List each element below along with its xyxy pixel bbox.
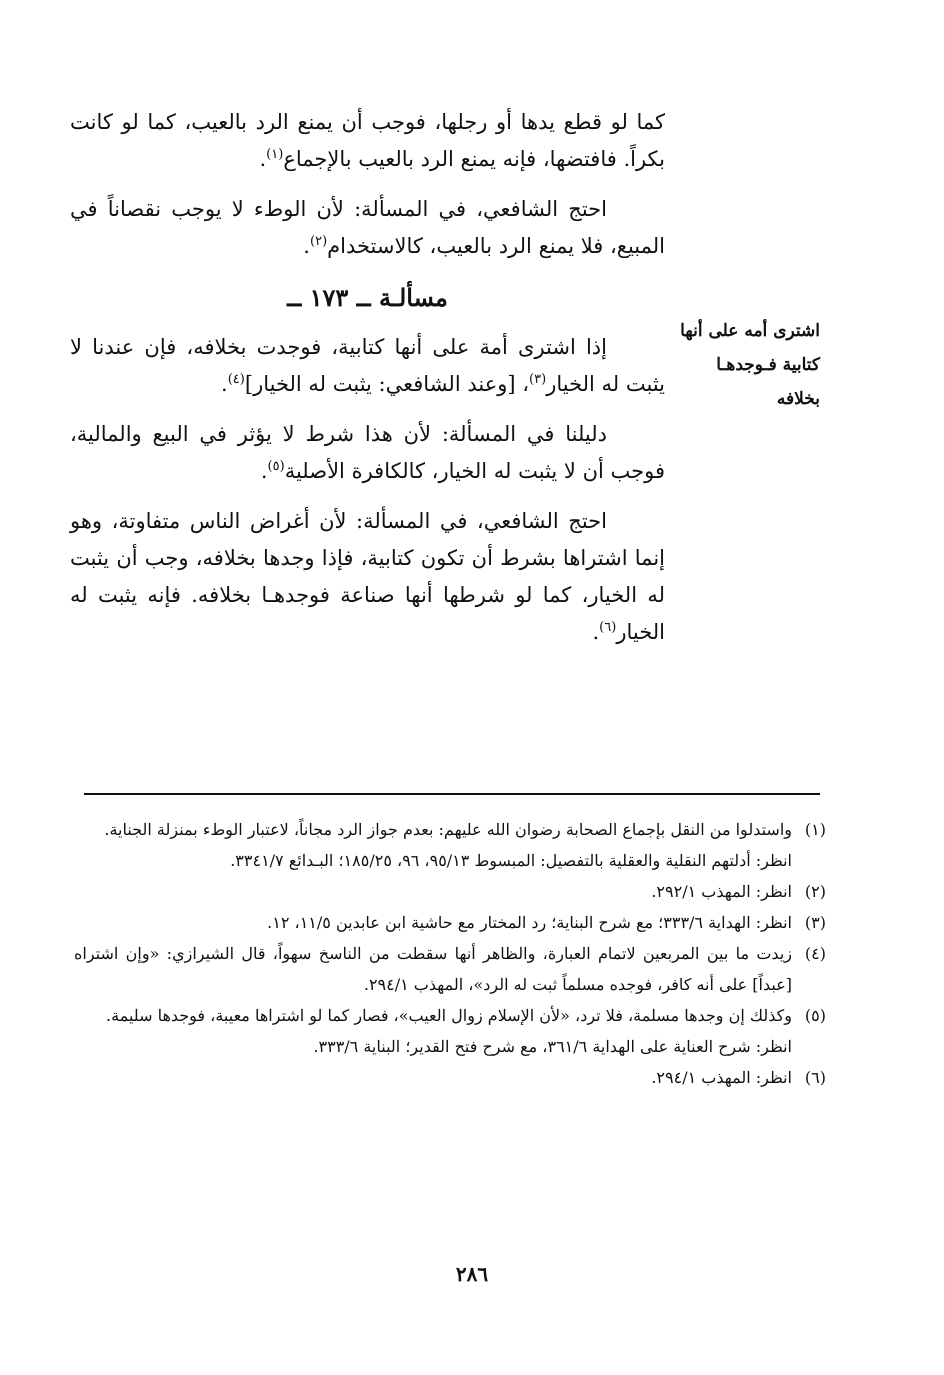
paragraph-2-end: . [303, 234, 310, 258]
footnote-ref-4[interactable]: (٤) [227, 372, 245, 387]
footnote-number: (١) [804, 820, 826, 839]
footnote-line: واستدلوا من النقل بإجماع الصحابة رضوان الله عليهم: بعدم جواز الرد مجاناً، لاعتبار الوطء بمنزلة الجناية. [104, 820, 792, 839]
footnote-text [74, 814, 792, 876]
issue-heading: مسألـة ــ ١٧٣ ــ [287, 283, 448, 312]
footnote-divider [84, 793, 820, 795]
paragraph-2-text: احتج الشافعي، في المسألة: لأن الوطء لا يوجب نقصاناً في المبيع، فلا يمنع الرد بالعيب، كالاستخدام [70, 197, 665, 258]
footnote-number: (٦) [804, 1068, 826, 1087]
paragraph-1 [70, 104, 665, 178]
margin-note-line-3: بخلافه [776, 389, 820, 409]
paragraph-1-text: كما لو قطع يدها أو رجلها، فوجب أن يمنع الرد بالعيب، كما لو كانت بكراً. فافتضها، فإنه يمنع الرد بالعيب بالإجماع [70, 110, 665, 171]
paragraph-3-text-b: ، [وعند الشافعي: يثبت له الخيار] [244, 372, 530, 396]
paragraph-3 [70, 329, 665, 403]
margin-note-line-1: اشترى أمه على أنها [680, 321, 820, 341]
footnote-ref-1[interactable]: (١) [266, 147, 284, 162]
footnote-ref-2[interactable]: (٢) [309, 234, 328, 249]
footnote-text [74, 938, 792, 1000]
footnote-ref-5[interactable]: (٥) [267, 459, 285, 474]
footnote-number: (٤) [804, 944, 826, 963]
margin-note [680, 314, 820, 416]
paragraph-3-text-a: إذا اشترى أمة على أنها كتابية، فوجدت بخلافه، فإن عندنا لا يثبت له الخيار [70, 335, 665, 396]
footnotes [74, 814, 826, 1093]
margin-note-line-2: كتابية فـوجدهـا [716, 355, 820, 375]
footnote-3 [74, 907, 826, 938]
footnote-text [74, 1000, 792, 1062]
footnote-6 [74, 1062, 826, 1093]
main-text [70, 104, 665, 664]
footnote-line: انظر: أدلتهم النقلية والعقلية بالتفصيل: المبسوط ٩٥/١٣، ٩٦، ١٨٥/٢٥؛ البـدائع ٣٣٤١/٧. [230, 851, 792, 870]
paragraph-2 [70, 191, 665, 265]
paragraph-5-end: . [592, 620, 600, 644]
footnote-ref-3[interactable]: (٣) [529, 372, 547, 387]
footnote-1 [74, 814, 826, 876]
footnote-line: انظر: المهذب ٢٩٢/١. [651, 882, 792, 901]
footnote-4 [74, 938, 826, 1000]
paragraph-5-text: احتج الشافعي، في المسألة: لأن أغراض الناس متفاوتة، وهو إنما اشتراها بشرط أن تكون كتابية، فإذا وجدها بخلافه، وجب أن يثبت له الخيار، كما لو شرطها أنها صناعة فوجدهـا بخلافه. فإنه يثبت له الخيار [70, 509, 665, 644]
footnote-5 [74, 1000, 826, 1062]
footnote-line: انظر: المهذب ٢٩٤/١. [651, 1068, 792, 1087]
footnote-2 [74, 876, 826, 907]
paragraph-5 [70, 503, 665, 651]
footnote-number: (٥) [804, 1006, 826, 1025]
paragraph-1-end: . [259, 147, 267, 171]
footnote-text [74, 876, 792, 907]
footnote-number: (٢) [804, 882, 826, 901]
footnote-ref-6[interactable]: (٦) [599, 620, 617, 635]
footnote-line: وكذلك إن وجدها مسلمة، فلا ترد، «لأن الإسلام زوال العيب»، فصار كما لو اشتراها معيبة، فوجدها سليمة. [106, 1006, 792, 1025]
footnote-text [74, 1062, 792, 1093]
paragraph-3-end: . [221, 372, 228, 396]
footnote-line: انظر: الهداية ٣٣٣/٦؛ مع شرح البناية؛ رد المختار مع حاشية ابن عابدين ١١/٥، ١٢. [267, 913, 792, 932]
paragraph-4-text: دليلنا في المسألة: لأن هذا شرط لا يؤثر في البيع والمالية، فوجب أن لا يثبت له الخيار، كالكافرة الأصلية [70, 422, 665, 483]
footnote-text [74, 907, 792, 938]
paragraph-4 [70, 416, 665, 490]
page-number: ٢٨٦ [455, 1262, 489, 1286]
paragraph-4-end: . [260, 459, 268, 483]
footnote-line: زيدت ما بين المربعين لاتمام العبارة، والظاهر أنها سقطت من الناسخ سهواً، قال الشيرازي: «وإن اشتراه [عبداً] على أنه كافر، فوجده مسلماً ثبت له الرد»، المهذب ٢٩٤/١. [74, 944, 793, 994]
footnote-number: (٣) [804, 913, 826, 932]
footnote-line: انظر: شرح العناية على الهداية ٣٦١/٦، مع شرح فتح القدير؛ البناية ٣٣٣/٦. [313, 1037, 792, 1056]
